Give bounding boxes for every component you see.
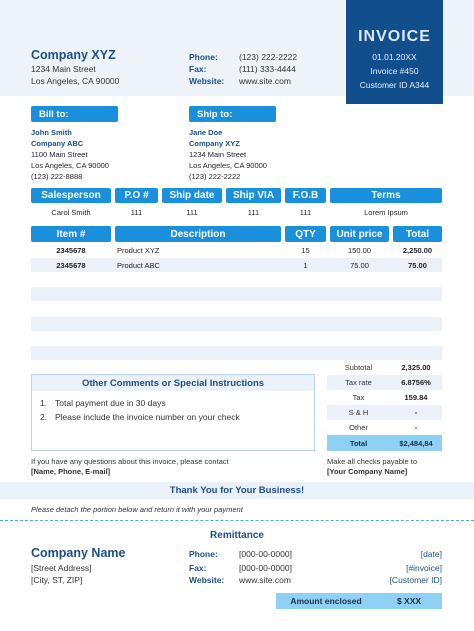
- item-unit-price: 75.00: [350, 260, 369, 270]
- remit-fax: [000-00-0000]: [239, 563, 292, 573]
- subtotal-value: 2,325.00: [401, 363, 431, 372]
- sh-label: S & H: [348, 408, 369, 417]
- remit-website-label: Website:: [189, 575, 225, 585]
- table-row-empty: [31, 346, 442, 360]
- ship-to-name: Jane Doe: [189, 128, 223, 137]
- invoice-box: [346, 0, 443, 104]
- bill-to-header: Bill to:: [31, 106, 118, 122]
- ship-to-address2: Los Angeles, CA 90000: [189, 161, 267, 170]
- table-row: [31, 258, 442, 272]
- fax-label: Fax:: [189, 64, 207, 74]
- table-row: [31, 243, 442, 257]
- item-number: 2345678: [56, 245, 86, 255]
- sh-row: [327, 405, 442, 420]
- remit-date: [date]: [420, 549, 442, 559]
- ship-to-phone: (123) 222-2222: [189, 172, 241, 181]
- detach-text: Please detach the portion below and return it with your payment: [31, 505, 243, 514]
- total-value: $2,484,84: [399, 438, 433, 448]
- subtotal-label: Subtotal: [344, 363, 373, 372]
- bill-to-address1: 1100 Main Street: [31, 150, 88, 159]
- ship-date-value: 111: [186, 207, 198, 217]
- invoice-number: Invoice #450: [370, 66, 419, 76]
- taxrate-value: 6.8756%: [401, 378, 431, 387]
- website-value: www.site.com: [239, 76, 291, 86]
- sh-value: -: [414, 408, 418, 417]
- col-description: Description: [115, 226, 281, 242]
- col-po: P.O #: [115, 188, 158, 203]
- remit-address: [Street Address]: [31, 563, 92, 573]
- comment-item: Total payment due in 30 days: [55, 398, 166, 408]
- bill-to-company: Company ABC: [31, 139, 84, 148]
- other-value: -: [414, 423, 418, 432]
- table-row-empty: [31, 317, 442, 331]
- invoice-title: INVOICE: [358, 28, 431, 45]
- comment-number: 1.: [40, 398, 48, 408]
- fob-value: 111: [299, 207, 312, 217]
- remittance-title: Remittance: [210, 530, 264, 541]
- comments-box: [31, 374, 315, 451]
- col-salesperson: Salesperson: [31, 188, 111, 203]
- company-address2: Los Angeles, CA 90000: [31, 76, 120, 86]
- item-total: 75.00: [408, 260, 427, 270]
- col-total: Total: [393, 226, 442, 242]
- ship-to-block: [189, 127, 267, 182]
- amount-enclosed-value: $ XXX: [396, 596, 422, 606]
- po-value: 111: [130, 207, 143, 217]
- contact-text: [Name, Phone, E-mail]: [31, 467, 111, 476]
- invoice-customer-id: Customer ID A344: [359, 80, 430, 90]
- salesperson-value: Carol Smith: [51, 207, 91, 217]
- tax-label: Tax: [352, 393, 365, 402]
- item-qty: 15: [301, 245, 310, 255]
- item-description: Product XYZ: [117, 245, 160, 255]
- other-label: Other: [349, 423, 368, 432]
- taxrate-label: Tax rate: [345, 378, 372, 387]
- terms-value: Lorem Ipsum: [364, 207, 408, 217]
- bill-to-block: [31, 127, 109, 182]
- total-row: [327, 435, 442, 451]
- ship-to-header: Ship to:: [189, 106, 276, 122]
- item-number: 2345678: [56, 260, 86, 270]
- remit-company-name: Company Name: [31, 546, 126, 560]
- company-address1: 1234 Main Street: [31, 64, 96, 74]
- col-ship-via: Ship VIA: [226, 188, 281, 203]
- phone-label: Phone:: [189, 52, 218, 62]
- ship-to-company: Company XYZ: [189, 139, 240, 148]
- item-unit-price: 150.00: [348, 245, 371, 255]
- col-fob: F.O.B: [285, 188, 326, 203]
- detach-line: [0, 520, 474, 521]
- bill-to-address2: Los Angeles, CA 90000: [31, 161, 109, 170]
- ship-via-value: 111: [247, 207, 260, 217]
- amount-enclosed-label: Amount enclosed: [290, 596, 362, 606]
- item-qty: 1: [303, 260, 308, 270]
- total-label: Total: [349, 438, 368, 448]
- bill-to-phone: (123) 222-8888: [31, 172, 83, 181]
- comment-item: Please include the invoice number on your check: [55, 412, 240, 422]
- remit-invoice: [#invoice]: [406, 563, 442, 573]
- remit-fax-label: Fax:: [189, 563, 207, 573]
- payable-text: [Your Company Name]: [327, 467, 408, 476]
- checks-text: Make all checks payable to: [327, 457, 418, 466]
- bill-to-name: John Smith: [31, 128, 72, 137]
- col-unit-price: Unit price: [330, 226, 389, 242]
- amount-enclosed-bar: [276, 593, 442, 609]
- col-qty: QTY: [285, 226, 326, 242]
- subtotal-row: [327, 360, 442, 375]
- item-description: Product ABC: [117, 260, 160, 270]
- company-name: Company XYZ: [31, 48, 116, 62]
- other-row: [327, 420, 442, 435]
- remit-phone: [000-00-0000]: [239, 549, 292, 559]
- comments-list: [32, 391, 314, 424]
- comments-title: Other Comments or Special Instructions: [32, 375, 314, 391]
- website-label: Website:: [189, 76, 225, 86]
- table-row-empty: [31, 287, 442, 301]
- remit-customer-id: [Customer ID]: [389, 575, 442, 585]
- col-ship-date: Ship date: [162, 188, 222, 203]
- tax-value: 159.84: [404, 393, 428, 402]
- remit-website: www.site.com: [239, 575, 291, 585]
- invoice-date: 01.01.20XX: [372, 52, 417, 62]
- col-terms: Terms: [330, 188, 442, 203]
- questions-text: If you have any questions about this invoice, please contact: [31, 457, 229, 466]
- comment-number: 2.: [40, 412, 48, 422]
- remit-city: [City, ST, ZIP]: [31, 575, 83, 585]
- ship-to-address1: 1234 Main Street: [189, 150, 247, 159]
- fax-value: (111) 333-4444: [239, 64, 296, 74]
- remit-phone-label: Phone:: [189, 549, 218, 559]
- item-total: 2,250.00: [402, 245, 433, 255]
- thanks-banner: Thank You for Your Business!: [0, 482, 474, 499]
- taxrate-row: [327, 375, 442, 390]
- tax-row: [327, 390, 442, 405]
- phone-value: (123) 222-2222: [239, 52, 298, 62]
- col-item: Item #: [31, 226, 111, 242]
